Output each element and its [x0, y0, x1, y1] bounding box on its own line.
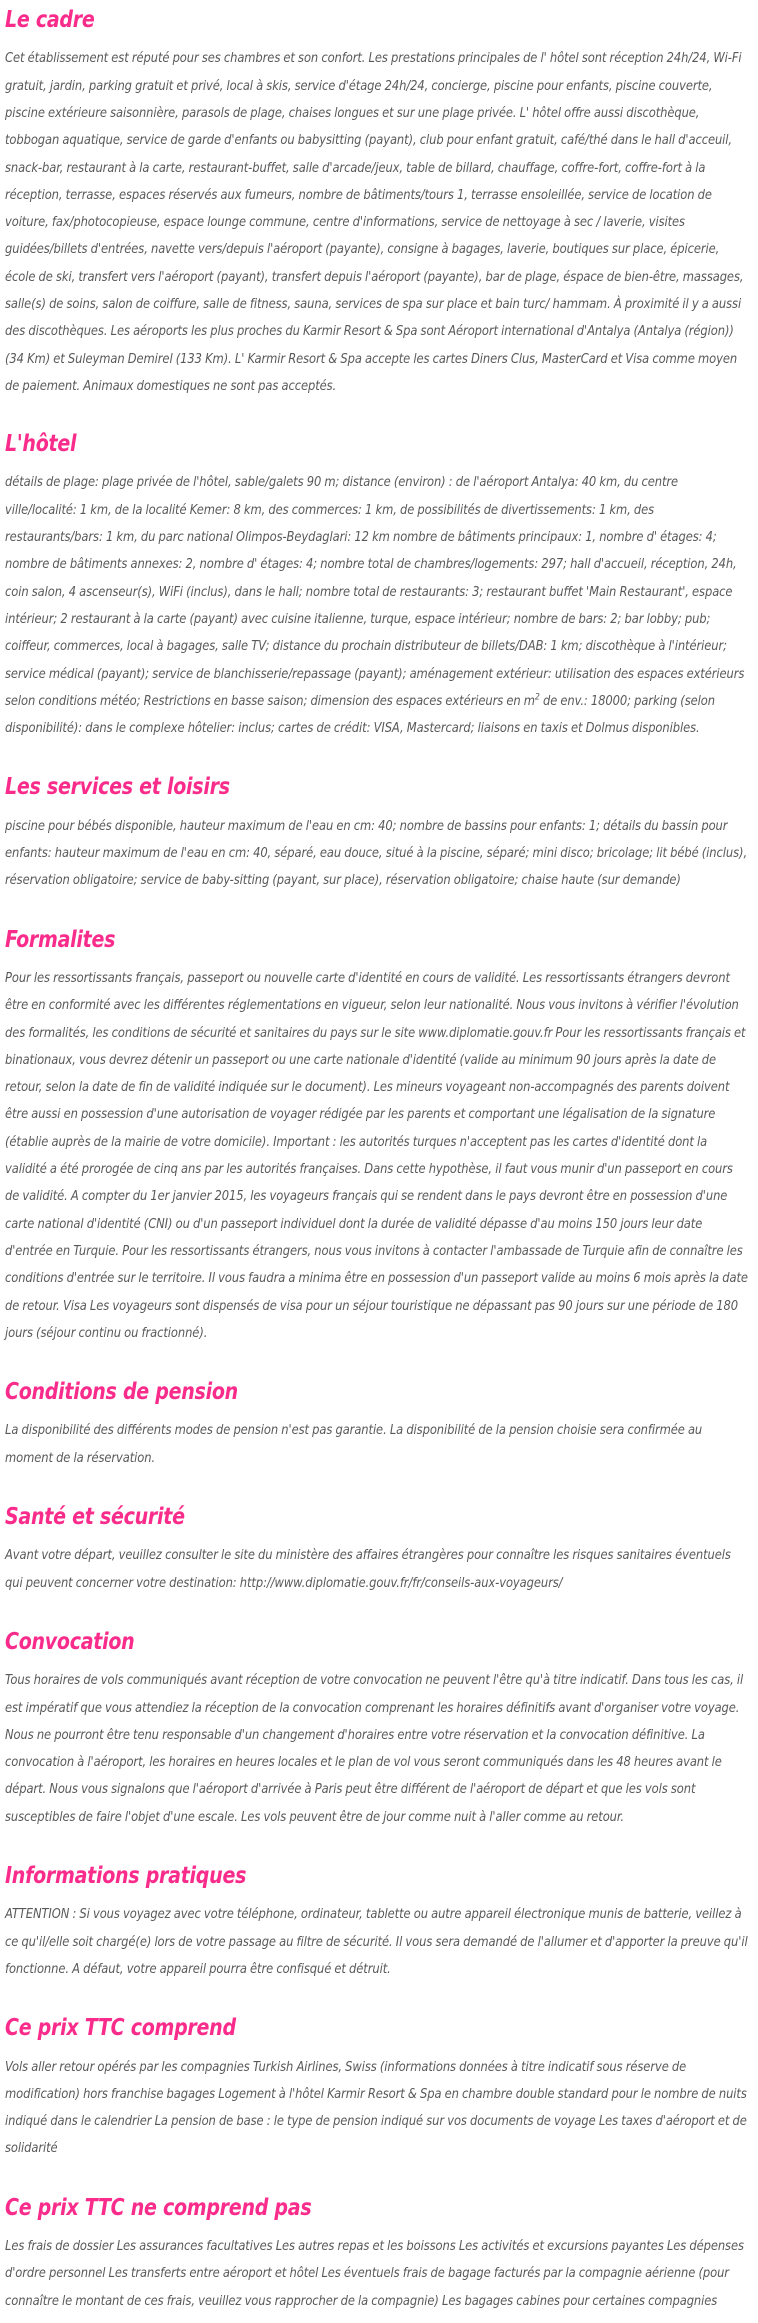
section-title-wrap	[5, 2194, 750, 2220]
section-title-wrap	[5, 1628, 750, 1654]
section-le-cadre	[5, 6, 750, 400]
section-body-prix-ne-comprend-pas: Les frais de dossier Les assurances facultatives Les autres repas et les boissons Les activités et excursions payantes Les dépenses d'ordre personnel Les transferts entre aéroport et hôtel Les éventuels frais de bagage facturés par la compagnie aérienne (pour connaître le montant de ces frais, veuillez vous rapprocher de la compagnie) Les bagages cabines pour certaines compagnies	[5, 2239, 744, 2309]
section-body-sante-securite: Avant votre départ, veuillez consulter le site du ministère des affaires étrangères pour connaître les risques sanitaires éventuels qui peuvent concerner votre destination: http://www.diplomatie.gouv.fr/fr/conseils-aux-voyageurs/	[5, 1548, 731, 1591]
section-heading-informations-pratiques: Informations pratiques	[5, 1861, 247, 1890]
section-body-prix-comprend: Vols aller retour opérés par les compagnies Turkish Airlines, Swiss (informations données à titre indicatif sous réserve de modification) hors franchise bagages Logement à l'hôtel Karmir Resort & Spa en chambre double standard pour le nombre de nuits indiqué dans le calendrier La pension de base : le type de pension indiqué sur vos documents de voyage Les taxes d'aéroport et de solidarité	[5, 2059, 747, 2157]
section-l-hotel	[5, 430, 750, 742]
section-heading-services-loisirs: Les services et loisirs	[5, 772, 230, 801]
page-title: Le cadre	[5, 5, 95, 33]
section-heading-l-hotel: L'hôtel	[5, 429, 77, 458]
section-les-services-et-loisirs	[5, 773, 750, 894]
section-title-wrap	[5, 2014, 750, 2040]
section-convocation	[5, 1628, 750, 1831]
section-title-wrap	[5, 1503, 750, 1529]
section-informations-pratiques	[5, 1862, 750, 1983]
section-title-wrap	[5, 6, 750, 32]
hotel-text-part-1: détails de plage: plage privée de l'hôtel, sable/galets 90 m; distance (environ) : de l'aéroport Antalya: 40 km, du centre ville/localité: 1 km, de la localité Kemer: 8 km, des commerces: 1 km, de possibilités de divertissements: 1 km, des restaurants/bars: 1 km, du parc national Olimpos-Beydaglari: 12 km nombre de bâtiments principaux: 1, nombre d' étages: 4; nombre de bâtiments annexes: 2, nombre d' étages: 4; nombre total de chambres/logements: 297; hall d'accueil, réception, 24h, coin salon, 4 ascenseur(s), WiFi (inclus), dans le hall; nombre total de restaurants: 3; restaurant buffet 'Main Restaurant', espace intérieur; 2 restaurant à la carte (payant) avec cuisine italienne, turque, espace intérieur; nombre de bars: 2; bar lobby; pub; coiffeur, commerces, local à bagages, salle TV; distance du prochain distributeur de billets/DAB: 1 km; discothèque à l'intérieur; service médical (payant); service de blanchisserie/repassage (payant); aménagement extérieur: utilisation des espaces extérieurs selon conditions météo; Restrictions en basse saison; dimension des espaces extérieurs en m	[5, 475, 745, 709]
section-sante-et-securite	[5, 1503, 750, 1597]
section-body-informations-pratiques: ATTENTION : Si vous voyagez avec votre téléphone, ordinateur, tablette ou autre appareil électronique munis de batterie, veillez à ce qu'il/elle soit chargé(e) lors de votre passage au filtre de sécurité. Il vous sera demandé de l'allumer et d'apporter la preuve qu'il fonctionne. A défaut, votre appareil pourra être confisqué et détruit.	[5, 1907, 748, 1977]
section-title-wrap	[5, 773, 750, 799]
section-title-wrap	[5, 926, 750, 952]
section-body-l-hotel	[5, 469, 748, 742]
superscript-square: 2	[534, 692, 540, 703]
section-heading-prix-ne-comprend-pas: Ce prix TTC ne comprend pas	[5, 2192, 312, 2221]
section-formalites	[5, 926, 750, 1347]
section-heading-prix-comprend: Ce prix TTC comprend	[5, 2013, 236, 2042]
section-body-formalites: Pour les ressortissants français, passeport ou nouvelle carte d'identité en cours de validité. Les ressortissants étrangers devront être en conformité avec les différentes réglementations en vigueur, selon leur nationalité. Nous vous invitons à vérifier l'évolution des formalités, les conditions de sécurité et sanitaires du pays sur le site www.diplomatie.gouv.fr Pour les ressortissants français et binationaux, vous devrez détenir un passeport ou une carte nationale d'identité (valide au minimum 90 jours après la date de retour, selon la date de fin de validité indiquée sur le document). Les mineurs voyageant non-accompagnés des parents doivent être aussi en possession d'une autorisation de voyager rédigée par les parents et comportant une légalisation de la signature (établie auprès de la mairie de votre domicile). Important : les autorités turques n'acceptent pas les cartes d'identité dont la validité a été prorogée de cinq ans par les autorités françaises. Dans cette hypothèse, il faut vous munir d'un passeport en cours de validité. A compter du 1er janvier 2015, les voyageurs français qui se rendent dans le pays devront être en possession d'une carte national d'identité (CNI) ou d'un passeport individuel dont la durée de validité dépasse d'au moins 150 jours leur date d'entrée en Turquie. Pour les ressortissants étrangers, nous vous invitons à contacter l'ambassade de Turquie afin de connaître les conditions d'entrée sur le territoire. Il vous faudra a minima être en possession d'un passeport valide au moins 6 mois après la date de retour. Visa Les voyageurs sont dispensés de visa pour un séjour touristique ne dépassant pas 90 jours sur une période de 180 jours (séjour continu ou fractionné).	[5, 970, 748, 1341]
section-body-services-loisirs: piscine pour bébés disponible, hauteur maximum de l'eau en cm: 40; nombre de bassins pour enfants: 1; détails du bassin pour enfants: hauteur maximum de l'eau en cm: 40, séparé, eau douce, situé à la piscine, séparé; mini disco; bricolage; lit bébé (inclus), réservation obligatoire; service de baby-sitting (payant, sur place), réservation obligatoire; chaise haute (sur demande)	[5, 818, 748, 889]
section-title-wrap	[5, 1862, 750, 1888]
section-heading-sante-securite: Santé et sécurité	[5, 1502, 185, 1531]
section-heading-formalites: Formalites	[5, 924, 116, 953]
section-body-convocation: Tous horaires de vols communiqués avant réception de votre convocation ne peuvent l'être qu'à titre indicatif. Dans tous les cas, il est impératif que vous attendiez la réception de la convocation comprenant les horaires définitifs avant d'organiser votre voyage. Nous ne pourront être tenu responsable d'un changement d'horaires entre votre réservation et la convocation définitive. La convocation à l'aéroport, les horaires en heures locales et le plan de vol vous seront communiqués dans les 48 heures avant le départ. Nous vous signalons que l'aéroport d'arrivée à Paris peut être différent de l'aéroport de départ et que les vols sont susceptibles de faire l'objet d'une escale. Les vols peuvent être de jour comme nuit à l'aller comme au retour.	[5, 1673, 744, 1825]
section-ce-prix-ttc-ne-comprend-pas	[5, 2194, 750, 2315]
section-body-conditions-pension: La disponibilité des différents modes de pension n'est pas garantie. La disponibilité de la pension choisie sera confirmée au moment de la réservation.	[5, 1423, 703, 1466]
section-title-wrap	[5, 1378, 750, 1404]
section-conditions-de-pension	[5, 1378, 750, 1472]
section-heading-conditions-pension: Conditions de pension	[5, 1377, 238, 1406]
hotel-text-part-2: de env.: 18000; parking (selon disponibilité): dans le complexe hôtelier: inclus; cartes de crédit: VISA, Mastercard; liaisons en taxis et Dolmus disponibles.	[5, 693, 715, 737]
section-ce-prix-ttc-comprend	[5, 2014, 750, 2163]
section-body-le-cadre: Cet établissement est réputé pour ses chambres et son confort. Les prestations principales de l' hôtel sont réception 24h/24, Wi-Fi gratuit, jardin, parking gratuit et privé, local à skis, service d'étage 24h/24, concierge, piscine pour enfants, piscine couverte, piscine extérieure saisonnière, parasols de plage, chaises longues et sur une plage privée. L' hôtel offre aussi discothèque, tobbogan aquatique, service de garde d'enfants ou babysitting (payant), club pour enfant gratuit, café/thé dans le hall d'acceuil, snack-bar, restaurant à la carte, restaurant-buffet, salle d'arcade/jeux, table de billard, chauffage, coffre-fort, coffre-fort à la réception, terrasse, espaces réservés aux fumeurs, nombre de bâtiments/tours 1, terrasse ensoleillée, service de location de voiture, fax/photocopieuse, espace lounge commune, centre d'informations, service de nettoyage à sec / laverie, visites guidées/billets d'entrées, navette vers/depuis l'aéroport (payante), consigne à bagages, laverie, boutiques sur place, épicerie, école de ski, transfert vers l'aéroport (payant), transfert depuis l'aéroport (payante), bar de plage, éspace de bien-être, massages, salle(s) de soins, salon de coiffure, salle de fitness, sauna, services de spa sur place et bain turc/ hammam. À proximité il y a aussi des discothèques. Les aéroports les plus proches du Karmir Resort & Spa sont Aéroport international d'Antalya (Antalya (région)) (34 Km) et Suleyman Demirel (133 Km). L' Karmir Resort & Spa accepte les cartes Diners Clus, MasterCard et Visa comme moyen de paiement. Animaux domestiques ne sont pas acceptés.	[5, 51, 744, 394]
section-title-wrap	[5, 430, 750, 456]
section-heading-convocation: Convocation	[5, 1626, 135, 1655]
